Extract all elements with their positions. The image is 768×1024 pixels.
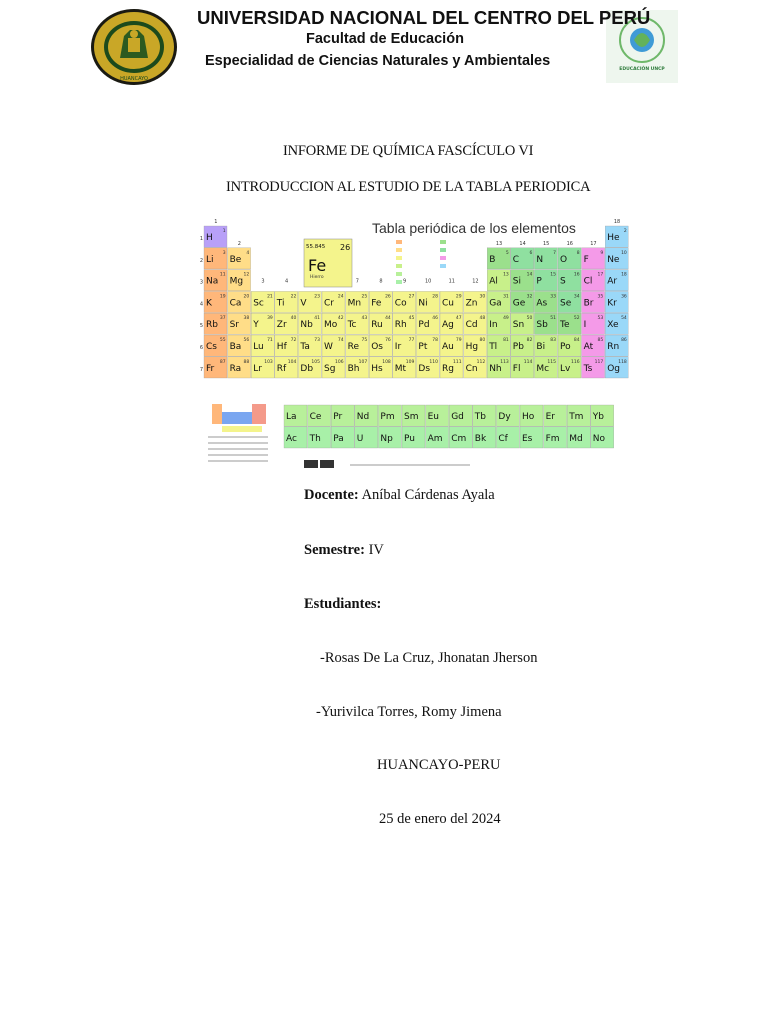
element-number: 72: [290, 338, 297, 343]
element-number: 81: [503, 338, 509, 343]
element-symbol: Lr: [253, 363, 262, 374]
element-number: 50: [526, 316, 533, 322]
semestre-label: Semestre:: [304, 542, 365, 558]
element-symbol: Kr: [607, 298, 617, 309]
element-symbol: Ds: [418, 363, 431, 374]
element-number: 85: [597, 338, 604, 343]
element-symbol: Lu: [253, 342, 264, 352]
element-symbol: Cu: [442, 298, 454, 309]
semestre-line: [304, 542, 384, 559]
element-symbol: Fl: [512, 363, 521, 374]
group-number-label: 15: [543, 240, 550, 247]
element-symbol: Ni: [418, 298, 428, 309]
featured-name: Hierro: [310, 275, 324, 280]
element-number: 82: [526, 338, 533, 343]
element-symbol: Cr: [324, 298, 334, 309]
element-symbol: Po: [560, 342, 571, 352]
group-number-label: 14: [519, 240, 526, 247]
element-number: 5: [505, 250, 509, 256]
element-number: 74: [337, 338, 344, 343]
period-number-label: 5: [200, 323, 203, 330]
group-number-label: 2: [237, 240, 241, 247]
element-symbol: Eu: [427, 412, 439, 422]
university-name: UNIVERSIDAD NACIONAL DEL CENTRO DEL PERÚ: [197, 7, 651, 28]
element-number: 35: [597, 294, 604, 300]
element-symbol: Rn: [607, 342, 620, 352]
element-symbol: Os: [371, 342, 383, 352]
element-symbol: Dy: [498, 412, 511, 422]
element-number: 118: [618, 359, 627, 365]
element-number: 1: [222, 229, 226, 234]
element-number: 108: [382, 359, 391, 365]
element-symbol: Pm: [380, 412, 395, 422]
element-symbol: Hg: [465, 342, 479, 352]
featured-mass: 55.845: [306, 244, 326, 250]
element-number: 15: [550, 272, 556, 278]
group-number-label: 18: [613, 219, 621, 225]
element-symbol: Db: [300, 363, 314, 374]
specialty-name: Especialidad de Ciencias Naturales y Ambientales: [205, 53, 551, 69]
element-symbol: Sg: [324, 363, 336, 374]
element-symbol: Nb: [300, 320, 313, 331]
element-number: 3: [222, 250, 226, 256]
element-number: 12: [243, 272, 250, 278]
element-number: 33: [550, 294, 556, 300]
element-number: 16: [573, 272, 580, 278]
group-number-label: 4: [285, 278, 289, 285]
element-number: 84: [573, 338, 580, 343]
element-number: 28: [432, 294, 438, 300]
element-number: 27: [408, 294, 415, 300]
element-symbol: Li: [206, 254, 214, 265]
element-symbol: F: [583, 254, 589, 265]
element-symbol: Og: [607, 363, 620, 374]
element-number: 116: [571, 359, 580, 365]
semestre-value: IV: [364, 542, 384, 558]
element-number: 48: [479, 316, 486, 322]
element-symbol: Bk: [474, 433, 487, 444]
element-number: 36: [621, 294, 627, 300]
element-number: 45: [408, 316, 415, 322]
report-title: INFORME DE QUÍMICA FASCÍCULO VI: [283, 143, 534, 159]
period-number-label: 3: [200, 279, 203, 286]
report-subtitle: INTRODUCCION AL ESTUDIO DE LA TABLA PERIODICA: [226, 179, 591, 195]
element-number: 8: [576, 250, 580, 256]
element-number: 25: [361, 294, 368, 300]
group-number-label: 7: [355, 278, 359, 285]
element-symbol: Pb: [512, 342, 524, 352]
element-symbol: Ar: [607, 276, 618, 287]
element-symbol: Pd: [418, 320, 430, 331]
element-symbol: Fm: [545, 433, 560, 444]
element-symbol: Ir: [394, 342, 402, 352]
element-symbol: Th: [309, 433, 321, 444]
element-number: 29: [455, 294, 462, 300]
element-symbol: U: [356, 433, 364, 444]
period-number-label: 2: [200, 257, 203, 264]
estudiantes-label: Estudiantes:: [304, 596, 382, 612]
element-number: 114: [523, 359, 533, 365]
element-symbol: Tb: [474, 412, 487, 422]
element-symbol: Xe: [607, 320, 619, 331]
element-symbol: Tm: [569, 412, 584, 422]
element-symbol: Mn: [347, 298, 362, 309]
element-number: 18: [621, 272, 627, 278]
element-number: 30: [479, 294, 486, 300]
element-number: 20: [243, 294, 250, 300]
element-number: 78: [432, 338, 438, 343]
element-number: 86: [621, 338, 627, 343]
element-number: 110: [429, 359, 438, 365]
element-symbol: Rf: [276, 363, 287, 374]
featured-symbol: Fe: [308, 256, 327, 275]
element-number: 47: [455, 316, 462, 322]
faculty-name: Facultad de Educación: [306, 31, 464, 47]
element-symbol: Co: [394, 298, 407, 309]
element-number: 80: [479, 338, 486, 343]
element-symbol: Cm: [451, 433, 467, 444]
element-symbol: Br: [583, 298, 594, 309]
element-number: 79: [455, 338, 462, 343]
element-number: 106: [335, 359, 344, 365]
element-number: 31: [503, 294, 509, 300]
element-number: 46: [432, 316, 438, 322]
element-number: 10: [621, 250, 627, 256]
periodic-table-title: Tabla periódica de los elementos: [372, 220, 576, 236]
logo-sub-label: EDUCACIÓN UNCP: [619, 67, 665, 72]
element-number: 43: [361, 316, 368, 322]
element-symbol: No: [592, 433, 606, 444]
element-symbol: Hf: [276, 342, 287, 352]
featured-number: 26: [340, 243, 351, 252]
element-symbol: Ti: [276, 298, 285, 309]
element-number: 26: [385, 294, 391, 300]
element-symbol: Ce: [309, 412, 322, 422]
element-number: 22: [290, 294, 297, 300]
element-number: 2: [623, 229, 627, 234]
group-number-label: 10: [425, 278, 432, 285]
element-symbol: Sb: [536, 320, 548, 331]
element-number: 83: [550, 338, 556, 343]
element-symbol: Nh: [489, 363, 502, 374]
element-symbol: Bh: [347, 363, 360, 374]
element-symbol: N: [536, 254, 544, 265]
element-number: 39: [267, 316, 273, 322]
element-symbol: Ca: [229, 298, 242, 309]
element-number: 9: [600, 250, 604, 256]
element-symbol: Sm: [404, 412, 419, 422]
element-number: 13: [503, 272, 509, 278]
element-symbol: At: [583, 342, 594, 352]
element-number: 107: [358, 359, 368, 365]
date-line: 25 de enero del 2024: [379, 811, 501, 827]
element-symbol: Bi: [536, 342, 546, 352]
element-number: 71: [267, 338, 273, 343]
element-number: 53: [597, 316, 604, 322]
element-symbol: Am: [427, 433, 443, 444]
element-symbol: Np: [380, 433, 393, 444]
university-seal-logo: [90, 8, 178, 86]
group-number-label: 9: [403, 278, 407, 285]
element-symbol: Si: [512, 276, 522, 287]
element-number: 7: [553, 250, 556, 256]
element-symbol: Cn: [465, 363, 478, 374]
group-number-label: 1: [214, 219, 218, 225]
element-number: 14: [526, 272, 533, 278]
element-symbol: La: [286, 412, 297, 422]
element-number: 23: [314, 294, 320, 300]
element-symbol: Es: [522, 433, 533, 444]
element-number: 105: [311, 359, 320, 365]
element-symbol: Se: [560, 298, 572, 309]
element-symbol: Zr: [276, 320, 287, 331]
element-symbol: Cl: [583, 276, 593, 287]
periodic-table-image: [200, 214, 630, 476]
element-symbol: Hs: [371, 363, 383, 374]
element-symbol: Nd: [356, 412, 370, 422]
element-symbol: Rb: [206, 320, 218, 331]
element-symbol: Ge: [512, 298, 526, 309]
element-symbol: Er: [545, 412, 555, 422]
element-symbol: Pr: [333, 412, 343, 422]
element-number: 49: [503, 316, 509, 322]
element-number: 38: [243, 316, 250, 322]
element-symbol: Au: [442, 342, 454, 352]
element-symbol: Ho: [522, 412, 535, 422]
element-symbol: Ts: [583, 363, 593, 374]
element-number: 4: [246, 250, 250, 256]
element-number: 54: [621, 316, 627, 322]
group-number-label: 16: [566, 240, 573, 247]
element-number: 76: [385, 338, 391, 343]
element-symbol: Cf: [498, 433, 508, 444]
element-number: 21: [267, 294, 273, 300]
element-number: 87: [219, 359, 226, 365]
element-symbol: Yb: [592, 412, 605, 422]
element-number: 77: [408, 338, 415, 343]
element-symbol: Na: [206, 276, 219, 287]
element-symbol: Ra: [229, 363, 242, 374]
element-number: 44: [385, 316, 391, 322]
element-number: 73: [314, 338, 320, 343]
element-symbol: Cd: [465, 320, 478, 331]
element-symbol: Ba: [229, 342, 242, 352]
element-symbol: Lv: [560, 363, 571, 374]
element-number: 55: [219, 338, 226, 343]
element-number: 109: [405, 359, 415, 365]
element-symbol: Gd: [451, 412, 464, 422]
element-number: 11: [219, 272, 226, 278]
element-symbol: C: [512, 254, 520, 265]
element-symbol: Ac: [286, 433, 297, 444]
element-symbol: Tc: [347, 320, 357, 331]
estudiantes-line: [304, 596, 381, 613]
element-symbol: Al: [489, 276, 498, 287]
element-number: 88: [243, 359, 250, 365]
group-number-label: 12: [472, 278, 479, 285]
element-symbol: Mo: [324, 320, 338, 331]
element-symbol: Fr: [206, 363, 215, 374]
seal-city-label: HUANCAYO: [120, 76, 148, 82]
docente-line: [304, 487, 495, 504]
docente-value: Aníbal Cárdenas Ayala: [358, 487, 495, 503]
element-symbol: K: [206, 298, 212, 309]
period-number-label: 7: [200, 366, 203, 373]
group-number-label: 17: [590, 240, 597, 247]
element-number: 112: [476, 359, 486, 365]
element-number: 42: [337, 316, 344, 322]
element-symbol: Md: [569, 433, 583, 444]
place-line: HUANCAYO-PERU: [377, 757, 501, 773]
element-symbol: Ag: [442, 320, 454, 331]
element-number: 41: [314, 316, 320, 322]
element-symbol: Tl: [489, 342, 498, 352]
group-number-label: 8: [379, 278, 383, 285]
student-name: -Yurivilca Torres, Romy Jimena: [316, 704, 502, 720]
element-symbol: Ru: [371, 320, 383, 331]
element-symbol: V: [300, 298, 307, 309]
element-number: 115: [547, 359, 556, 365]
group-number-label: 11: [448, 278, 455, 285]
element-symbol: Pu: [404, 433, 415, 444]
element-symbol: Ga: [489, 298, 502, 309]
element-number: 111: [453, 359, 462, 365]
element-symbol: Pt: [418, 342, 428, 352]
element-number: 24: [337, 294, 344, 300]
element-symbol: Y: [253, 320, 259, 331]
element-number: 113: [500, 359, 509, 365]
element-symbol: Rg: [442, 363, 454, 374]
element-symbol: H: [206, 233, 213, 243]
element-number: 34: [573, 294, 580, 300]
element-symbol: Fe: [371, 298, 382, 309]
element-symbol: Rh: [394, 320, 407, 331]
group-number-label: 3: [261, 278, 265, 285]
element-number: 104: [287, 359, 297, 365]
element-number: 117: [594, 359, 604, 365]
element-number: 52: [573, 316, 580, 322]
element-symbol: Mc: [536, 363, 550, 374]
element-symbol: Zn: [465, 298, 478, 309]
element-number: 56: [243, 338, 250, 343]
element-number: 51: [550, 316, 556, 322]
element-symbol: Sr: [229, 320, 240, 331]
element-symbol: Sc: [253, 298, 264, 309]
element-symbol: S: [560, 276, 566, 287]
element-number: 6: [529, 250, 533, 256]
element-number: 75: [361, 338, 368, 343]
element-number: 19: [219, 294, 226, 300]
period-number-label: 6: [200, 345, 203, 351]
element-number: 40: [290, 316, 297, 322]
group-number-label: 13: [495, 240, 503, 247]
element-symbol: B: [489, 254, 496, 265]
docente-label: Docente:: [304, 487, 359, 503]
element-symbol: Mg: [229, 276, 244, 287]
element-symbol: In: [489, 320, 498, 331]
element-symbol: Mt: [394, 363, 407, 374]
element-symbol: O: [560, 254, 568, 265]
element-symbol: Te: [560, 320, 570, 331]
element-symbol: As: [536, 298, 548, 309]
element-symbol: He: [607, 233, 620, 243]
element-symbol: W: [324, 342, 333, 352]
element-symbol: P: [536, 276, 542, 287]
period-number-label: 4: [200, 301, 203, 308]
student-name: -Rosas De La Cruz, Jhonatan Jherson: [320, 650, 538, 666]
period-number-label: 1: [200, 236, 203, 242]
element-number: 32: [526, 294, 533, 300]
element-symbol: Be: [229, 254, 242, 265]
element-number: 17: [597, 272, 604, 278]
element-symbol: Ta: [300, 342, 310, 352]
element-number: 103: [264, 359, 273, 365]
element-symbol: Pa: [333, 433, 344, 444]
element-symbol: Ne: [607, 254, 620, 265]
element-symbol: Re: [347, 342, 359, 352]
element-symbol: Sn: [512, 320, 525, 331]
element-symbol: I: [583, 320, 587, 331]
element-symbol: Cs: [206, 342, 217, 352]
element-number: 37: [219, 316, 226, 322]
